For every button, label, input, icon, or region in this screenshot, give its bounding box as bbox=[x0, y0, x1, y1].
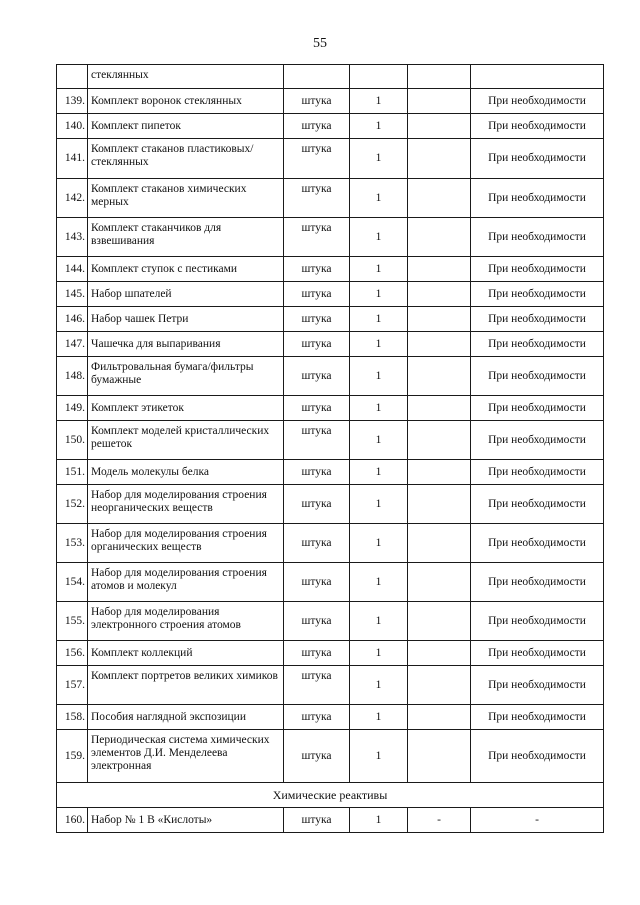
equipment-table bbox=[56, 64, 604, 833]
item-unit: штука bbox=[284, 332, 350, 357]
item-name: Пособия наглядной экспозиции bbox=[88, 705, 284, 730]
row-number: 151. bbox=[57, 460, 88, 485]
row-number: 148. bbox=[57, 357, 88, 396]
item-extra bbox=[408, 114, 471, 139]
item-name: Набор для моделирования строения неорганических веществ bbox=[88, 485, 284, 524]
item-unit: штука bbox=[284, 218, 350, 257]
item-unit: штука bbox=[284, 257, 350, 282]
item-unit bbox=[284, 65, 350, 89]
item-extra bbox=[408, 396, 471, 421]
item-name: Комплект этикеток bbox=[88, 396, 284, 421]
item-extra bbox=[408, 524, 471, 563]
row-number: 139. bbox=[57, 89, 88, 114]
row-number: 157. bbox=[57, 666, 88, 705]
item-unit: штука bbox=[284, 307, 350, 332]
item-name: Набор № 1 В «Кислоты» bbox=[88, 808, 284, 833]
item-name: Комплект стаканов химических мерных bbox=[88, 179, 284, 218]
item-unit: штука bbox=[284, 357, 350, 396]
item-name: стеклянных bbox=[88, 65, 284, 89]
table-row bbox=[57, 730, 604, 783]
page-number: 55 bbox=[313, 36, 327, 51]
row-number: 146. bbox=[57, 307, 88, 332]
table-row bbox=[57, 524, 604, 563]
row-number: 149. bbox=[57, 396, 88, 421]
row-number: 159. bbox=[57, 730, 88, 783]
item-extra bbox=[408, 421, 471, 460]
item-unit: штука bbox=[284, 666, 350, 705]
item-name: Набор для моделирования строения органических веществ bbox=[88, 524, 284, 563]
item-quantity: 1 bbox=[350, 89, 408, 114]
item-note: При необходимости bbox=[471, 705, 604, 730]
item-note: - bbox=[471, 808, 604, 833]
item-name: Комплект моделей кристаллических решеток bbox=[88, 421, 284, 460]
item-name: Комплект пипеток bbox=[88, 114, 284, 139]
item-note: При необходимости bbox=[471, 332, 604, 357]
item-extra bbox=[408, 485, 471, 524]
item-quantity bbox=[350, 65, 408, 89]
row-number: 156. bbox=[57, 641, 88, 666]
item-quantity: 1 bbox=[350, 485, 408, 524]
item-unit: штука bbox=[284, 396, 350, 421]
row-number: 158. bbox=[57, 705, 88, 730]
item-unit: штука bbox=[284, 808, 350, 833]
row-number: 145. bbox=[57, 282, 88, 307]
item-note: При необходимости bbox=[471, 139, 604, 179]
item-unit: штука bbox=[284, 485, 350, 524]
table-row bbox=[57, 282, 604, 307]
item-name: Фильтровальная бумага/фильтры бумажные bbox=[88, 357, 284, 396]
item-quantity: 1 bbox=[350, 705, 408, 730]
table-row bbox=[57, 332, 604, 357]
item-quantity: 1 bbox=[350, 307, 408, 332]
section-title: Химические реактивы bbox=[57, 783, 604, 808]
table-row bbox=[57, 179, 604, 218]
item-quantity: 1 bbox=[350, 179, 408, 218]
item-unit: штука bbox=[284, 139, 350, 179]
item-note: При необходимости bbox=[471, 357, 604, 396]
table-row bbox=[57, 808, 604, 833]
item-note: При необходимости bbox=[471, 641, 604, 666]
item-note bbox=[471, 65, 604, 89]
item-extra: - bbox=[408, 808, 471, 833]
item-note: При необходимости bbox=[471, 485, 604, 524]
item-name: Набор шпателей bbox=[88, 282, 284, 307]
item-name: Набор чашек Петри bbox=[88, 307, 284, 332]
item-note: При необходимости bbox=[471, 114, 604, 139]
item-quantity: 1 bbox=[350, 641, 408, 666]
table-row bbox=[57, 396, 604, 421]
table-row bbox=[57, 705, 604, 730]
item-note: При необходимости bbox=[471, 730, 604, 783]
item-unit: штука bbox=[284, 641, 350, 666]
table-row bbox=[57, 563, 604, 602]
item-quantity: 1 bbox=[350, 114, 408, 139]
item-unit: штука bbox=[284, 282, 350, 307]
item-extra bbox=[408, 332, 471, 357]
item-name: Модель молекулы белка bbox=[88, 460, 284, 485]
item-extra bbox=[408, 666, 471, 705]
item-name: Набор для моделирования строения атомов и молекул bbox=[88, 563, 284, 602]
item-extra bbox=[408, 282, 471, 307]
row-number: 155. bbox=[57, 602, 88, 641]
item-quantity: 1 bbox=[350, 524, 408, 563]
row-number: 153. bbox=[57, 524, 88, 563]
item-unit: штука bbox=[284, 114, 350, 139]
table-row bbox=[57, 460, 604, 485]
row-number: 154. bbox=[57, 563, 88, 602]
item-name: Комплект стаканчиков для взвешивания bbox=[88, 218, 284, 257]
item-quantity: 1 bbox=[350, 730, 408, 783]
item-quantity: 1 bbox=[350, 396, 408, 421]
item-extra bbox=[408, 357, 471, 396]
table-row bbox=[57, 114, 604, 139]
row-number: 150. bbox=[57, 421, 88, 460]
table-row bbox=[57, 65, 604, 89]
item-note: При необходимости bbox=[471, 89, 604, 114]
row-number: 152. bbox=[57, 485, 88, 524]
item-note: При необходимости bbox=[471, 396, 604, 421]
item-unit: штука bbox=[284, 705, 350, 730]
item-name: Комплект воронок стеклянных bbox=[88, 89, 284, 114]
item-note: При необходимости bbox=[471, 563, 604, 602]
item-name: Периодическая система химических элементов Д.И. Менделеева электронная bbox=[88, 730, 284, 783]
item-extra bbox=[408, 307, 471, 332]
table-row bbox=[57, 89, 604, 114]
item-note: При необходимости bbox=[471, 218, 604, 257]
item-name: Чашечка для выпаривания bbox=[88, 332, 284, 357]
item-name: Комплект коллекций bbox=[88, 641, 284, 666]
item-quantity: 1 bbox=[350, 218, 408, 257]
item-unit: штука bbox=[284, 730, 350, 783]
item-quantity: 1 bbox=[350, 563, 408, 602]
item-extra bbox=[408, 705, 471, 730]
item-quantity: 1 bbox=[350, 139, 408, 179]
item-note: При необходимости bbox=[471, 179, 604, 218]
item-quantity: 1 bbox=[350, 602, 408, 641]
item-extra bbox=[408, 65, 471, 89]
item-note: При необходимости bbox=[471, 257, 604, 282]
item-unit: штука bbox=[284, 460, 350, 485]
item-extra bbox=[408, 563, 471, 602]
item-note: При необходимости bbox=[471, 602, 604, 641]
row-number: 144. bbox=[57, 257, 88, 282]
item-quantity: 1 bbox=[350, 421, 408, 460]
item-quantity: 1 bbox=[350, 282, 408, 307]
item-extra bbox=[408, 179, 471, 218]
table-row bbox=[57, 218, 604, 257]
item-name: Комплект стаканов пластиковых/стеклянных bbox=[88, 139, 284, 179]
row-number: 140. bbox=[57, 114, 88, 139]
item-note: При необходимости bbox=[471, 307, 604, 332]
table-row bbox=[57, 357, 604, 396]
table-row bbox=[57, 666, 604, 705]
item-quantity: 1 bbox=[350, 257, 408, 282]
item-quantity: 1 bbox=[350, 332, 408, 357]
item-name: Комплект портретов великих химиков bbox=[88, 666, 284, 705]
item-unit: штука bbox=[284, 89, 350, 114]
item-extra bbox=[408, 730, 471, 783]
table-body bbox=[57, 65, 604, 833]
item-note: При необходимости bbox=[471, 282, 604, 307]
item-unit: штука bbox=[284, 524, 350, 563]
table-row bbox=[57, 602, 604, 641]
row-number: 143. bbox=[57, 218, 88, 257]
row-number: 141. bbox=[57, 139, 88, 179]
item-unit: штука bbox=[284, 421, 350, 460]
item-unit: штука bbox=[284, 563, 350, 602]
item-extra bbox=[408, 89, 471, 114]
item-extra bbox=[408, 218, 471, 257]
item-unit: штука bbox=[284, 179, 350, 218]
table-row bbox=[57, 641, 604, 666]
item-note: При необходимости bbox=[471, 421, 604, 460]
item-quantity: 1 bbox=[350, 357, 408, 396]
item-quantity: 1 bbox=[350, 460, 408, 485]
item-quantity: 1 bbox=[350, 666, 408, 705]
item-extra bbox=[408, 641, 471, 666]
table-row bbox=[57, 307, 604, 332]
item-note: При необходимости bbox=[471, 666, 604, 705]
item-unit: штука bbox=[284, 602, 350, 641]
table-row bbox=[57, 485, 604, 524]
section-row bbox=[57, 783, 604, 808]
table-row bbox=[57, 139, 604, 179]
row-number: 160. bbox=[57, 808, 88, 833]
item-extra bbox=[408, 460, 471, 485]
row-number: 147. bbox=[57, 332, 88, 357]
item-quantity: 1 bbox=[350, 808, 408, 833]
item-extra bbox=[408, 257, 471, 282]
row-number bbox=[57, 65, 88, 89]
item-name: Набор для моделирования электронного строения атомов bbox=[88, 602, 284, 641]
table-row bbox=[57, 257, 604, 282]
item-name: Комплект ступок с пестиками bbox=[88, 257, 284, 282]
item-extra bbox=[408, 139, 471, 179]
item-extra bbox=[408, 602, 471, 641]
item-note: При необходимости bbox=[471, 460, 604, 485]
row-number: 142. bbox=[57, 179, 88, 218]
item-note: При необходимости bbox=[471, 524, 604, 563]
table-row bbox=[57, 421, 604, 460]
